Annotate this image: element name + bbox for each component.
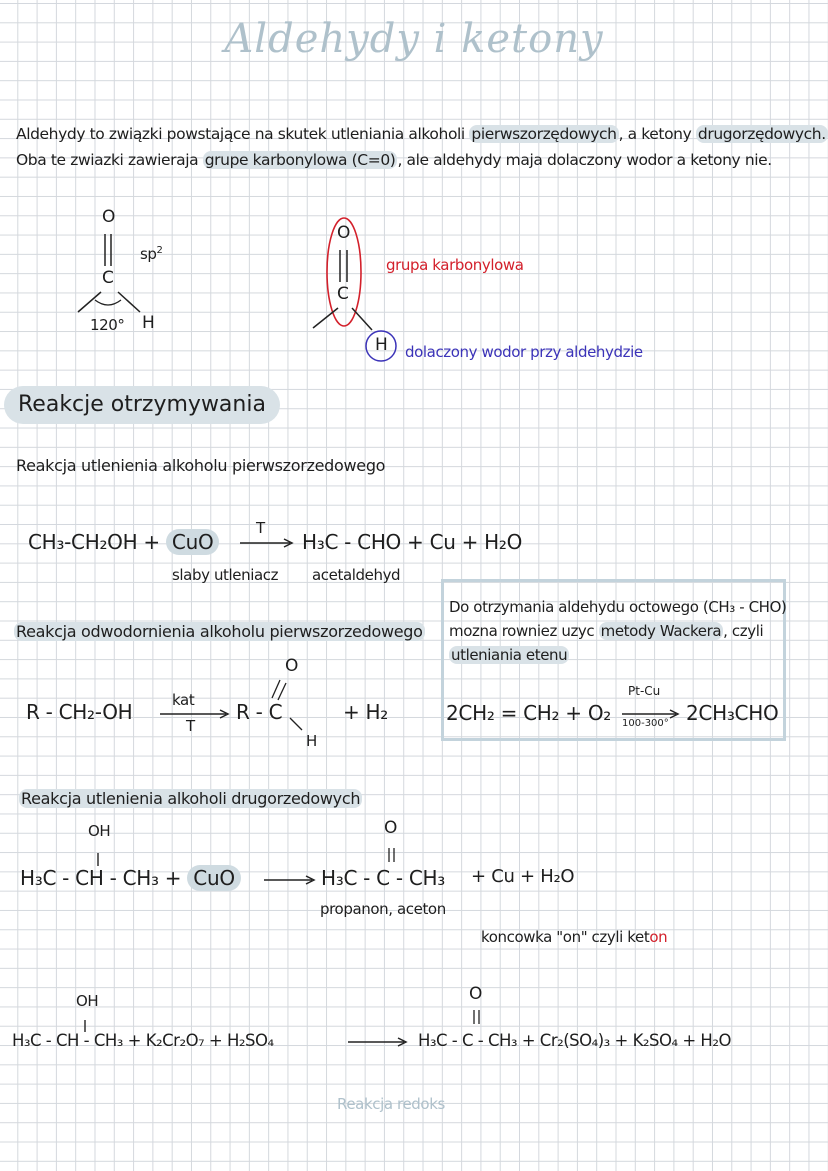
wacker-reactants: 2CH₂ = CH₂ + O₂ [446, 701, 611, 725]
double-bond-line [272, 680, 280, 698]
double-bond-line [278, 683, 286, 700]
wacker-catalyst: Pt-Cu [628, 684, 661, 698]
ending-highlight: on [649, 928, 668, 946]
carbonyl-group-label: grupa karbonylowa [386, 256, 524, 274]
bond-line [290, 718, 302, 730]
reaction-1-products: H₃C - CHO + Cu + H₂O [302, 530, 523, 554]
reaction-2-reactant: R - CH₂-OH [26, 700, 133, 724]
note-line [449, 643, 786, 667]
section-heading: Reakcje otrzymywania [4, 386, 280, 424]
bond-line [118, 292, 140, 312]
oxygen-atom: O [384, 818, 398, 838]
carbon-atom: C [337, 284, 349, 304]
note-line: Do otrzymania aldehydu octowego (CH₃ - CHO) [449, 598, 787, 616]
reagent-highlight: CuO [187, 865, 240, 891]
wacker-product: 2CH₃CHO [686, 701, 779, 725]
product-note: propanon, aceton [320, 900, 446, 918]
reaction-3-byproducts: + Cu + H₂O [471, 866, 575, 887]
wacker-note-text [449, 595, 786, 667]
carbon-atom: C [102, 268, 114, 288]
note-highlight: utleniania etenu [451, 646, 568, 664]
intro-text: , a ketony [618, 125, 696, 143]
hydrogen-atom: H [142, 313, 155, 333]
hybridization-sup: 2 [156, 245, 163, 256]
reaction-3-reactants [20, 866, 241, 890]
equation-part: H₃C - CH - CH₃ + [20, 866, 188, 890]
note-text: , czyli [723, 622, 764, 640]
hydroxyl-group: OH [76, 992, 99, 1010]
note-text: koncowka "on" czyli ket [481, 928, 650, 946]
angle-arc [95, 300, 121, 305]
hydrogen-atom: H [375, 335, 388, 355]
reaction-2-title: Reakcja odwodornienia alkoholu pierwszorzedowego [16, 622, 423, 641]
reaction-1-equation [28, 530, 219, 554]
intro-text: Aldehydy to związki powstające na skutek utleniania alkoholi [16, 125, 470, 143]
intro-highlight: grupe karbonylowa (C=0) [204, 151, 396, 169]
wacker-method-highlight: metody Wackera [600, 622, 722, 640]
oxygen-atom: O [285, 656, 299, 676]
arrow-condition: T [256, 519, 265, 537]
intro-text: Oba te zwiazki zawieraja [16, 151, 203, 169]
hybridization-label [140, 245, 163, 263]
reaction-4-products: H₃C - C - CH₃ + Cr₂(SO₄)₃ + K₂SO₄ + H₂O [418, 1031, 731, 1050]
hydrogen-label: dolaczony wodor przy aldehydzie [405, 343, 643, 361]
note-line [449, 619, 786, 643]
reaction-4-reactants: H₃C - CH - CH₃ + K₂Cr₂O₇ + H₂SO₄ [12, 1031, 274, 1050]
bond-line [352, 308, 372, 330]
note-text: mozna rowniez uzyc [449, 622, 599, 640]
arrow-temperature: T [186, 717, 195, 735]
hybridization-text: sp [140, 245, 157, 263]
intro-text: , ale aldehydy maja dolaczony wodor a ketony nie. [397, 151, 772, 169]
oxygen-atom: O [337, 223, 351, 243]
product-note: acetaldehyd [312, 566, 401, 584]
arrow-catalyst: kat [172, 691, 195, 709]
redox-caption: Reakcja redoks [337, 1095, 445, 1113]
ketone-ending-note [481, 928, 667, 946]
reaction-1-title: Reakcja utlenienia alkoholu pierwszorzedowego [16, 456, 386, 475]
intro-highlight: drugorzędowych. [697, 125, 826, 143]
equation-part: CH₃-CH₂OH + [28, 530, 166, 554]
reaction-3-product: H₃C - C - CH₃ [321, 866, 445, 890]
reaction-2-byproduct: + H₂ [343, 700, 388, 724]
reaction-3-title: Reakcja utlenienia alkoholi drugorzedowych [21, 789, 361, 808]
wacker-temperature: 100-300° [622, 718, 669, 729]
reaction-2-product: R - C [236, 700, 283, 724]
page-title: Aldehydy i ketony [224, 16, 604, 62]
oxygen-atom: O [102, 207, 116, 227]
hydroxyl-group: OH [88, 822, 111, 840]
oxidant-note: slaby utleniacz [172, 566, 279, 584]
angle-label: 120° [90, 316, 125, 334]
oxygen-atom: O [469, 984, 483, 1004]
reagent-highlight: CuO [166, 529, 219, 555]
hydrogen-atom: H [306, 732, 317, 750]
intro-highlight: pierwszorzędowych [471, 125, 617, 143]
